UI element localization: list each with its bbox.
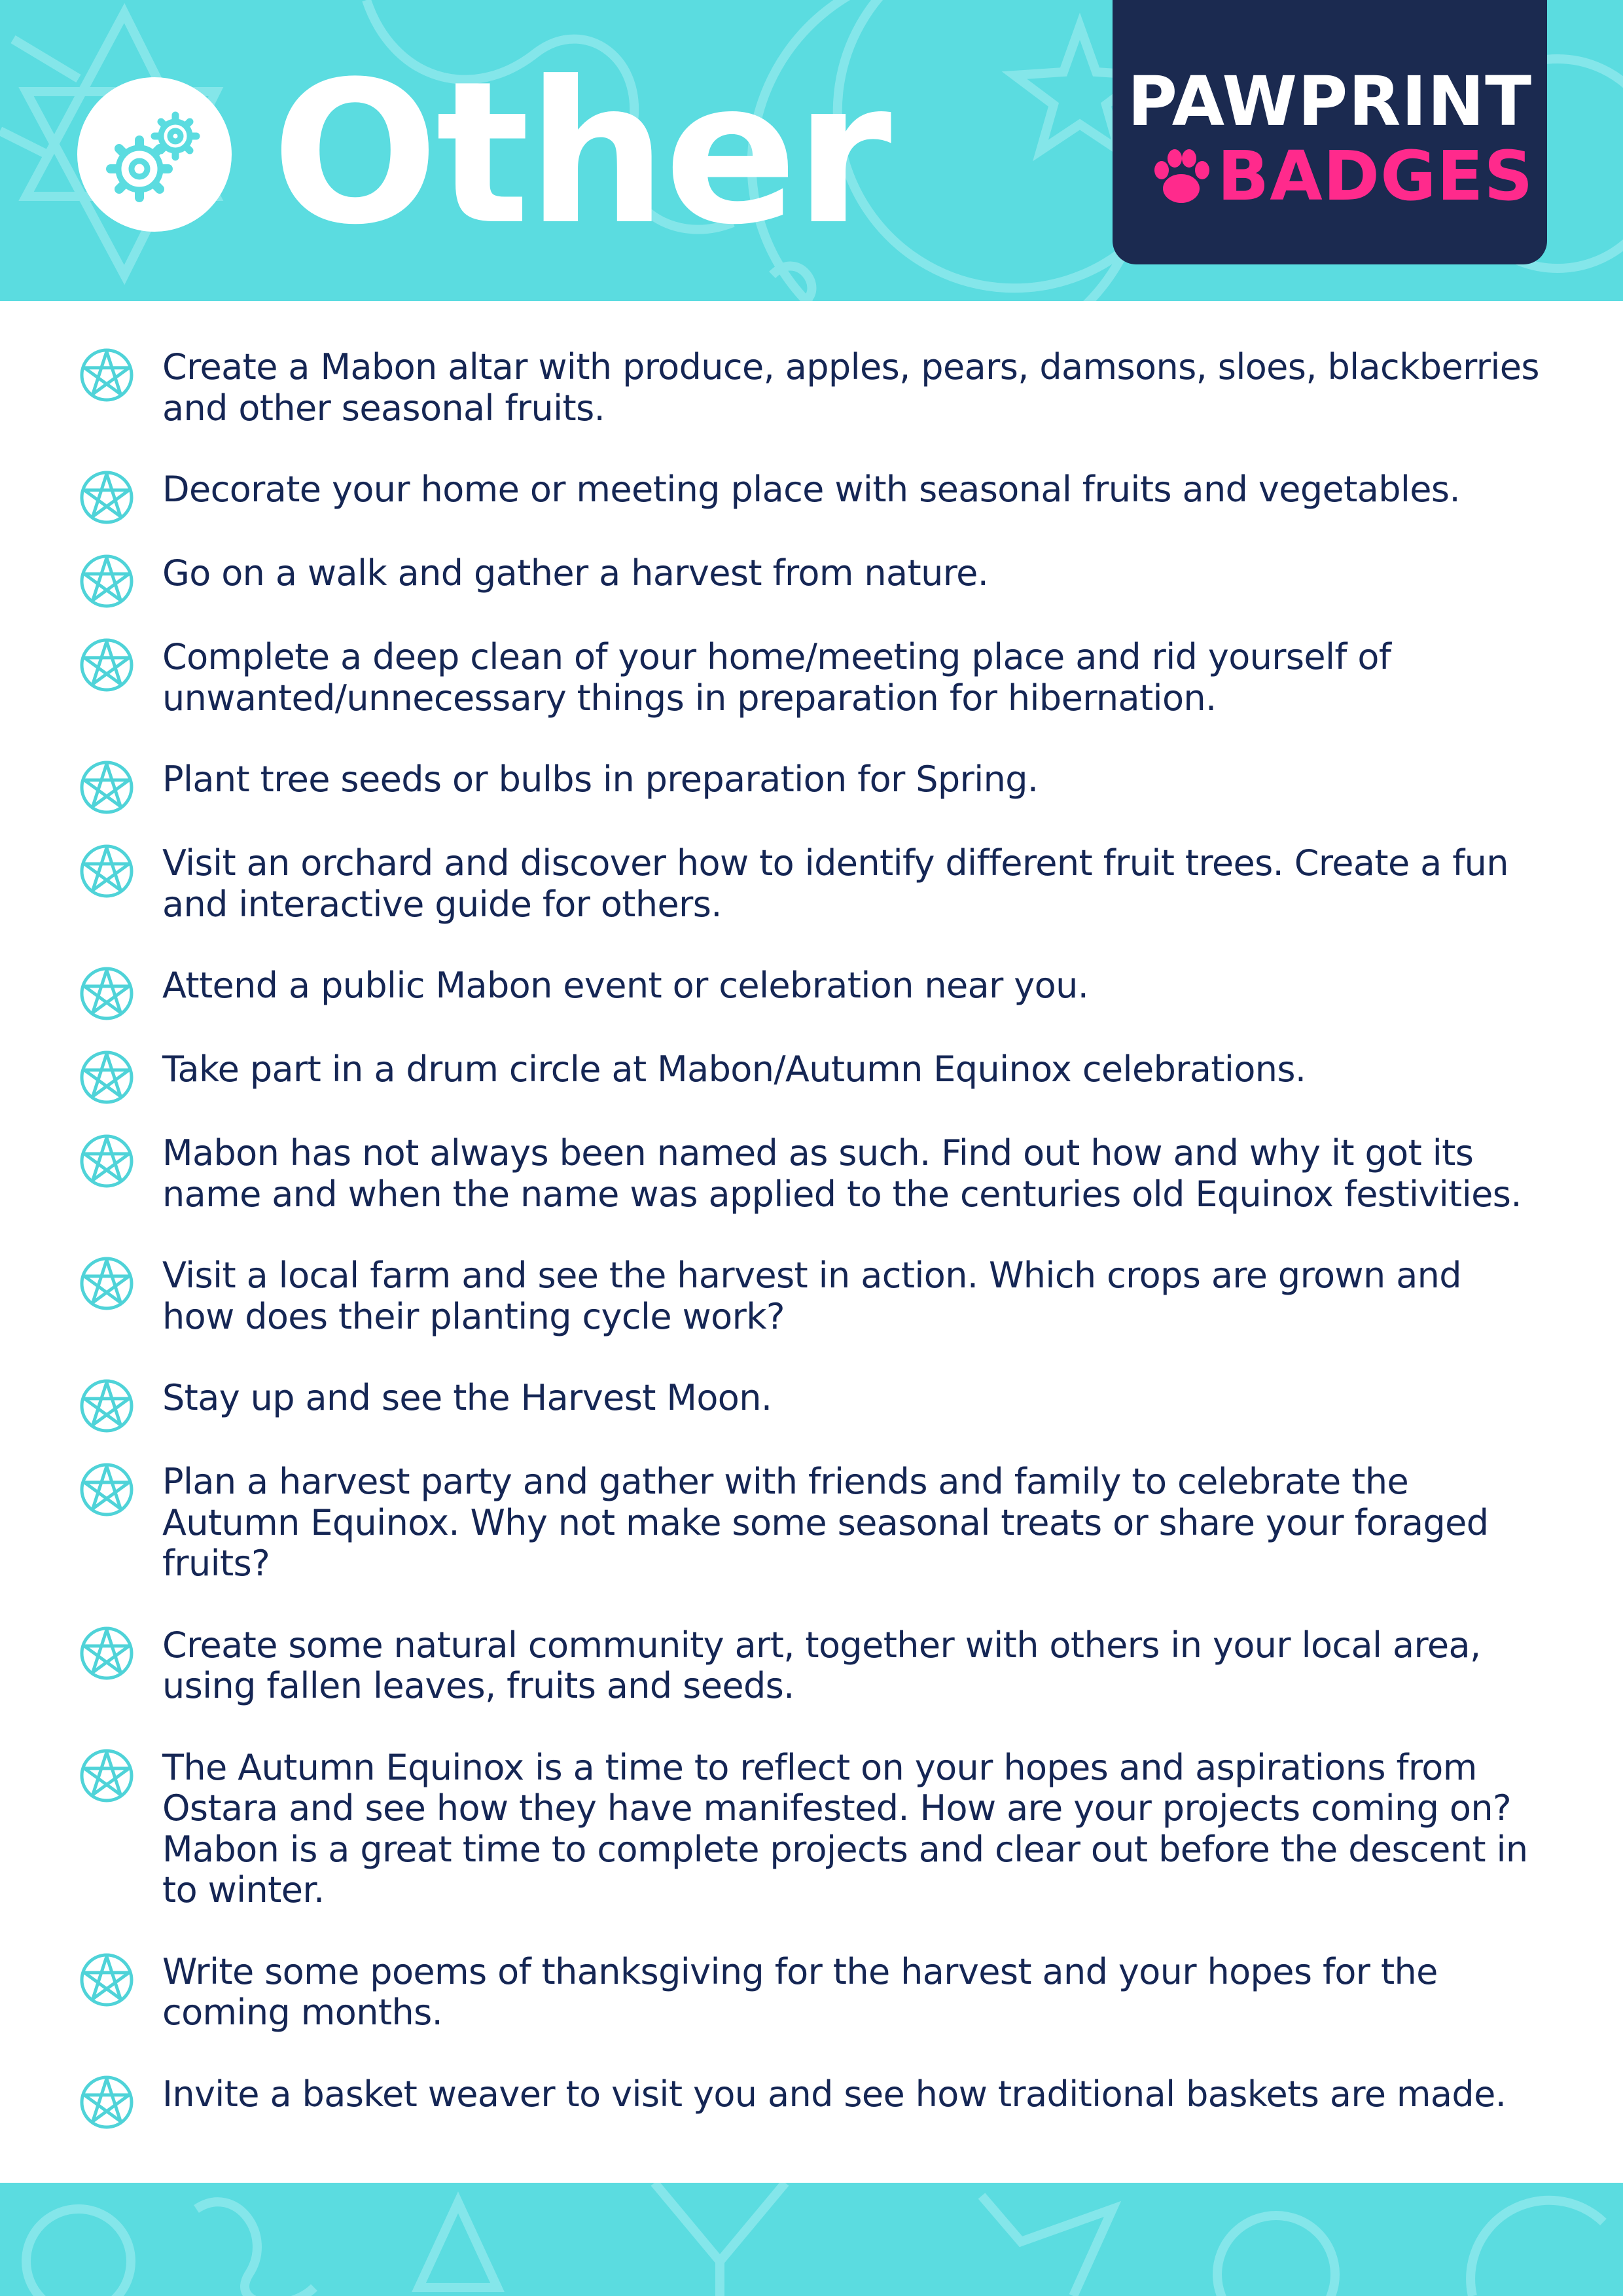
list-item [0,637,1623,719]
list-item [0,469,1623,512]
list-item [0,1625,1623,1707]
list-item [0,1378,1623,1421]
list-item [0,347,1623,429]
item-text: Complete a deep clean of your home/meeting place and rid yourself of unwanted/unnecessary things in preparation for hibernation. [162,636,1391,719]
item-text: Visit an orchard and discover how to identify different fruit trees. Create a fun and interactive guide for others. [162,842,1508,925]
item-text: Create some natural community art, together with others in your local area, using fallen leaves, fruits and seeds. [162,1624,1481,1706]
logo-text-badges: BADGES [1217,136,1534,216]
list-item [0,965,1623,1009]
item-text: Visit a local farm and see the harvest in action. Which crops are grown and how does their planting cycle work? [162,1255,1461,1337]
activity-list [0,347,1623,2117]
pentacle-icon [79,347,135,406]
page-title: Other [272,39,889,268]
item-text: Invite a basket weaver to visit you and see how traditional baskets are made. [162,2073,1507,2115]
pentacle-icon [79,1748,135,1806]
pentacle-icon [79,469,135,528]
pentacle-icon [79,965,135,1024]
item-text: Go on a walk and gather a harvest from nature. [162,552,989,594]
gears-icon [77,77,232,232]
pentacle-icon [79,1952,135,2011]
list-item [0,1049,1623,1092]
list-item [0,759,1623,802]
item-text: Take part in a drum circle at Mabon/Autumn Equinox celebrations. [162,1049,1306,1090]
pentacle-icon [79,1255,135,1314]
pentacle-icon [79,2074,135,2133]
item-text: Write some poems of thanksgiving for the harvest and your hopes for the coming months. [162,1950,1438,2033]
item-text: Plant tree seeds or bulbs in preparation for Spring. [162,759,1039,800]
list-item [0,2074,1623,2117]
item-text: Decorate your home or meeting place with seasonal fruits and vegetables. [162,469,1461,510]
item-text: Mabon has not always been named as such. Find out how and why it got its name and when the name was applied to the centuries old Equinox festivities. [162,1132,1522,1215]
logo-text-pawprint: PAWPRINT [1127,62,1533,141]
footer-banner [0,2183,1623,2296]
list-item [0,1133,1623,1215]
item-text: The Autumn Equinox is a time to reflect on your hopes and aspirations from Ostara and see how they have manifested. How are your projects coming on? Mabon is a great time to complete projects and clear out before the descent in to winter. [162,1746,1528,1910]
item-text: Create a Mabon altar with produce, apples, pears, damsons, sloes, blackberries and other seasonal fruits. [162,346,1539,429]
pentacle-icon [79,1625,135,1684]
list-item [0,843,1623,925]
item-text: Attend a public Mabon event or celebration near you. [162,965,1089,1006]
pentacle-icon [79,637,135,696]
decorative-pattern [0,2183,1623,2296]
paw-icon [1149,144,1214,209]
pentacle-icon [79,553,135,612]
pentacle-icon [79,1462,135,1520]
list-item [0,553,1623,596]
list-item [0,1748,1623,1911]
list-item [0,1952,1623,2034]
pentacle-icon [79,1049,135,1108]
pentacle-icon [79,759,135,818]
list-item [0,1462,1623,1585]
pentacle-icon [79,1378,135,1437]
pawprint-badges-logo [1113,0,1547,264]
pentacle-icon [79,1133,135,1192]
header-banner [0,0,1623,301]
item-text: Plan a harvest party and gather with friends and family to celebrate the Autumn Equinox. Why not make some seasonal treats or share your foraged fruits? [162,1461,1489,1584]
list-item [0,1255,1623,1337]
pentacle-icon [79,843,135,902]
item-text: Stay up and see the Harvest Moon. [162,1377,772,1418]
